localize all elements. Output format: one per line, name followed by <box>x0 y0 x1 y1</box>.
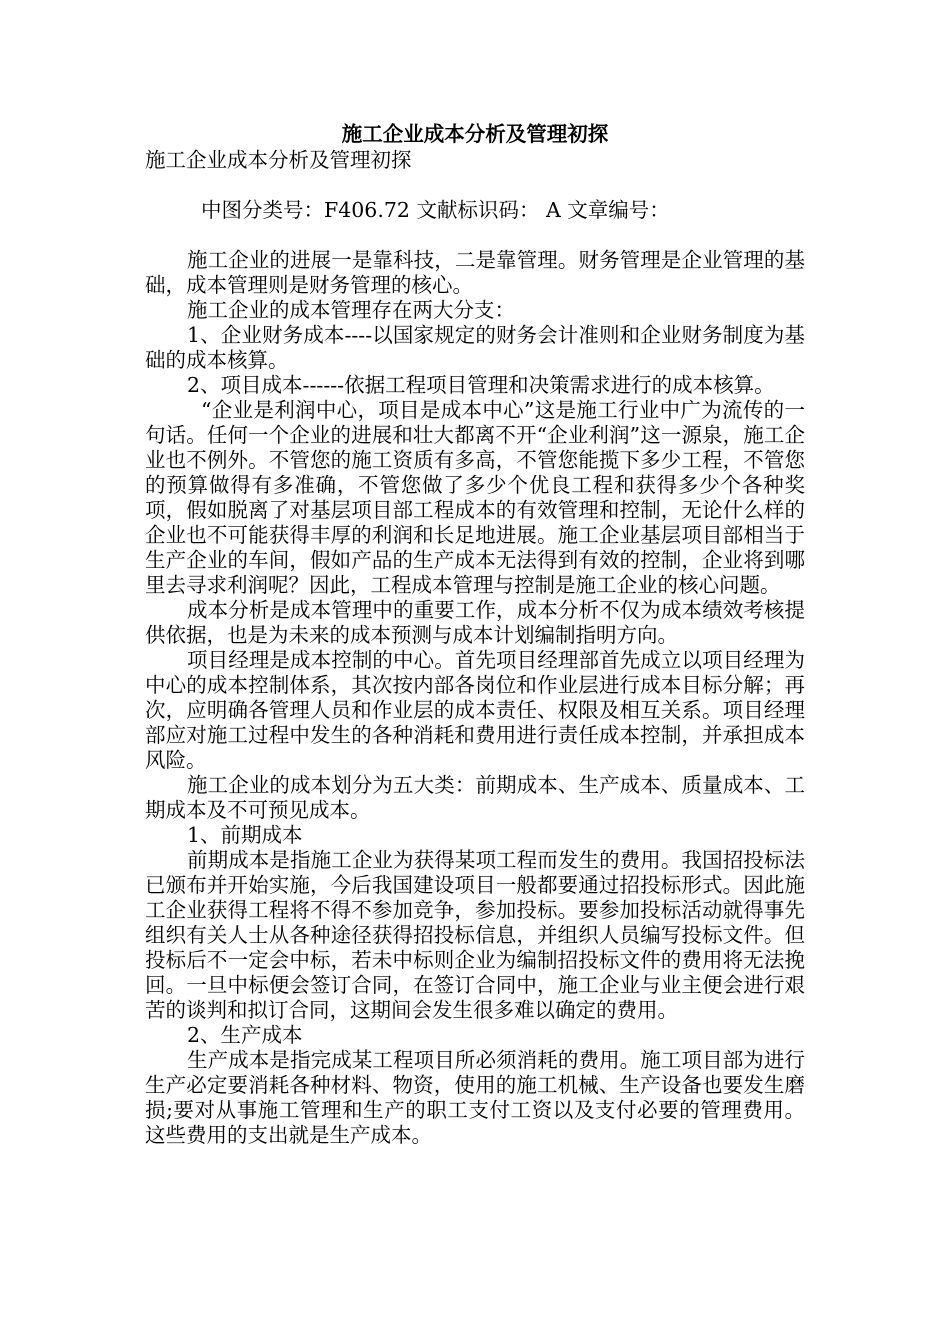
paragraph-production-cost: 生产成本是指完成某工程项目所必须消耗的费用。施工项目部为进行生产必定要消耗各种材料、物资，使用的施工机械、生产设备也要发生磨损;要对从事施工管理和生产的职工支付工资以及支付必要的管理费用。这些费用的支出就是生产成本。 <box>145 1048 805 1147</box>
document-subtitle: 施工企业成本分析及管理初探 <box>145 148 412 172</box>
document-title: 施工企业成本分析及管理初探 <box>341 122 609 146</box>
paragraph-profit-center: “企业是利润中心，项目是成本中心”这是施工行业中广为流传的一句话。任何一个企业的进展和壮大都离不开“企业利润”这一源泉，施工企业也不例外。不管您的施工资质有多高，不管您能揽下多少工程，不管您的预算做得有多准确，不管您做了多少个优良工程和获得多少个各种奖项，假如脱离了对基层项目部工程成本的有效管理和控制，无论什么样的企业也不可能获得丰厚的利润和长足地进展。施工企业基层项目部相当于生产企业的车间，假如产品的生产成本无法得到有效的控制，企业将到哪里去寻求利润呢？因此，工程成本管理与控制是施工企业的核心问题。 <box>145 398 805 597</box>
paragraph-intro: 施工企业的进展一是靠科技，二是靠管理。财务管理是企业管理的基础，成本管理则是财务管理的核心。 <box>145 248 805 297</box>
section-heading-early-cost: 1、前期成本 <box>187 823 303 847</box>
paragraph-cost-analysis: 成本分析是成本管理中的重要工作，成本分析不仅为成本绩效考核提供依据，也是为未来的成本预测与成本计划编制指明方向。 <box>145 598 805 647</box>
blank-line <box>145 223 805 248</box>
paragraph-early-cost: 前期成本是指施工企业为获得某项工程而发生的费用。我国招投标法已颁布并开始实施，今后我国建设项目一般都要通过招投标形式。因此施工企业获得工程将不得不参加竞争，参加投标。要参加投标活动就得事先组织有关人士从各种途径获得招投标信息，并组织人员编写投标文件。但投标后不一定会中标，若未中标则企业为编制招投标文件的费用将无法挽回。一旦中标便会签订合同，在签订合同中，施工企业与业主便会进行艰苦的谈判和拟订合同，这期间会发生很多难以确定的费用。 <box>145 848 805 1022</box>
paragraph-branches: 施工企业的成本管理存在两大分支： <box>187 298 515 322</box>
section-heading-production-cost: 2、生产成本 <box>187 1023 303 1047</box>
paragraph-cost-categories: 施工企业的成本划分为五大类：前期成本、生产成本、质量成本、工期成本及不可预见成本。 <box>145 773 805 822</box>
document-page <box>145 120 805 1148</box>
paragraph-project-manager: 项目经理是成本控制的中心。首先项目经理部首先成立以项目经理为中心的成本控制体系，其次按内部各岗位和作业层进行成本目标分解；再次，应明确各管理人员和作业层的成本责任、权限及相互关系。项目经理部应对施工过程中发生的各种消耗和费用进行责任成本控制，并承担成本风险。 <box>145 648 805 772</box>
paragraph-branch-2: 2、项目成本------依据工程项目管理和决策需求进行的成本核算。 <box>187 373 775 397</box>
classification-line: 中图分类号：F406.72 文献标识码： A 文章编号： <box>201 198 670 222</box>
paragraph-branch-1: 1、企业财务成本----以国家规定的财务会计准则和企业财务制度为基础的成本核算。 <box>145 323 805 372</box>
